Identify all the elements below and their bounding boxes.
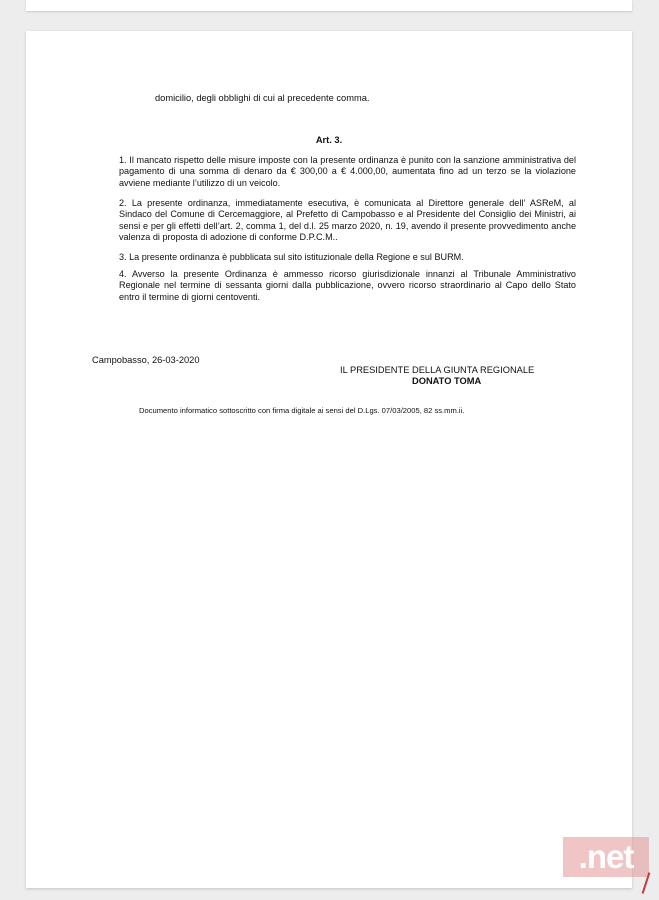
- signature-name: DONATO TOMA: [412, 376, 482, 386]
- previous-page-edge: [26, 0, 632, 11]
- signature-role: IL PRESIDENTE DELLA GIUNTA REGIONALE: [340, 365, 535, 375]
- paragraph-3: 3. La presente ordinanza è pubblicata sul sito istituzionale della Regione e sul BURM.: [119, 252, 464, 262]
- paragraph-1: 1. Il mancato rispetto delle misure imposte con la presente ordinanza è punito con la sanzione amministrativa del pagamento di una somma di denaro da € 300,00 a € 4.000,00, aumentata fino ad un terzo se la violazione avviene mediante l’utilizzo di un veicolo.: [119, 155, 576, 188]
- continuation-line: domicilio, degli obblighi di cui al precedente comma.: [155, 93, 370, 103]
- article-title: Art. 3.: [315, 135, 343, 145]
- paragraph-4: 4. Avverso la presente Ordinanza è ammesso ricorso giurisdizionale innanzi al Tribunale Amministrativo Regionale nel termine di sessanta giorni dalla pubblicazione, ovvero ricorso straordinario al Capo dello Stato entro il termine di giorni centoventi.: [119, 269, 576, 302]
- site-watermark: [563, 837, 649, 877]
- watermark-text: .net: [578, 838, 634, 875]
- paragraph-2: 2. La presente ordinanza, immediatamente esecutiva, è comunicata al Direttore generale dell’ ASReM, al Sindaco del Comune di Cercemaggiore, al Prefetto di Campobasso e al Presidente del Consiglio dei Ministri, ai sensi e per gli effetti dell’art. 2, comma 1, del d.l. 25 marzo 2020, n. 19, avendo il presente provvedimento anche valenza di proposta di adozione di conforme D.P.C.M..: [119, 198, 576, 243]
- digital-signature-note: Documento informatico sottoscritto con firma digitale ai sensi del D.Lgs. 07/03/2005, 82 ss.mm.ii.: [139, 406, 465, 415]
- place-date: Campobasso, 26-03-2020: [92, 355, 200, 365]
- document-page: [26, 31, 632, 888]
